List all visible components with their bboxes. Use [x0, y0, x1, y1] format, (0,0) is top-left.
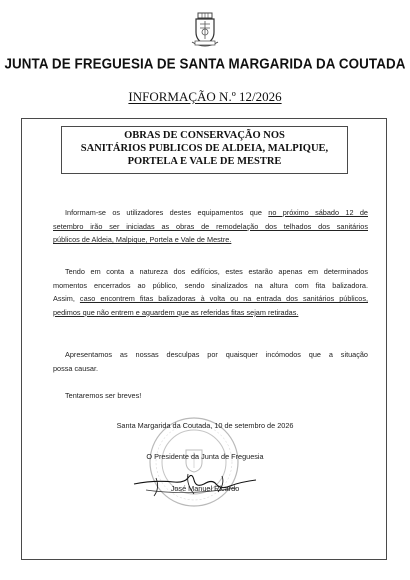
closing-remark: Tentaremos ser breves! [65, 391, 142, 400]
organization-name: JUNTA DE FREGUESIA DE SANTA MARGARIDA DA COUTADA [4, 55, 406, 72]
notice-title-box [61, 126, 348, 174]
paragraph-3-line-1: Apresentamos as nossas desculpas por quaisquer incómodos que a situação [65, 350, 368, 359]
paragraph-1-text-a: Informam-se os utilizadores destes equipamentos que [65, 208, 269, 217]
paragraph-1-highlight-date: no próximo sábado 12 de [268, 208, 368, 217]
paragraph-4 [53, 389, 368, 403]
paragraph-1 [53, 206, 368, 247]
paragraph-2-highlight: caso encontrem fitas balizadoras à volta ou na entrada dos sanitários públicos, [79, 294, 368, 304]
municipal-coat-of-arms-icon [189, 12, 221, 48]
paragraph-2-line-4: pedimos que não entrem e aguardem que as referidas fitas sejam retiradas. [53, 307, 299, 317]
paragraph-2-line-2: momentos encerrados ao público, sendo sinalizados na altura com fita balizadora. [53, 280, 368, 290]
signatory-role: O Presidente da Junta de Freguesia [146, 452, 264, 461]
paragraph-2 [53, 265, 368, 319]
paragraph-1-line-1 [53, 206, 368, 220]
document-number [0, 89, 410, 105]
signatory-name: José Manuel Ricardo [170, 484, 240, 493]
document-number-text: INFORMAÇÃO N.º 12/2026 [128, 89, 282, 104]
paragraph-2-line-3 [53, 292, 368, 306]
signature-date-line: Santa Margarida da Coutada, 10 de setembro de 2026 [116, 421, 294, 430]
paragraph-2-text-a: Assim, [53, 294, 80, 304]
paragraph-1-line-3: públicos de Aldeia, Malpique, Portela e Vale de Mestre. [53, 235, 232, 245]
notice-title-line-1: OBRAS DE CONSERVAÇÃO NOS [124, 130, 285, 141]
notice-title-line-3: PORTELA E VALE DE MESTRE [127, 156, 282, 167]
notice-title-line-2: SANITÁRIOS PUBLICOS DE ALDEIA, MALPIQUE, [80, 143, 329, 154]
paragraph-3-line-2: possa causar. [53, 363, 99, 373]
paragraph-3 [53, 348, 368, 375]
paragraph-1-line-2: setembro irão ser iniciadas as obras de remodelação dos telhados dos sanitários [53, 221, 368, 231]
paragraph-2-line-1: Tendo em conta a natureza dos edifícios, estes estarão apenas em determinados [65, 267, 368, 276]
